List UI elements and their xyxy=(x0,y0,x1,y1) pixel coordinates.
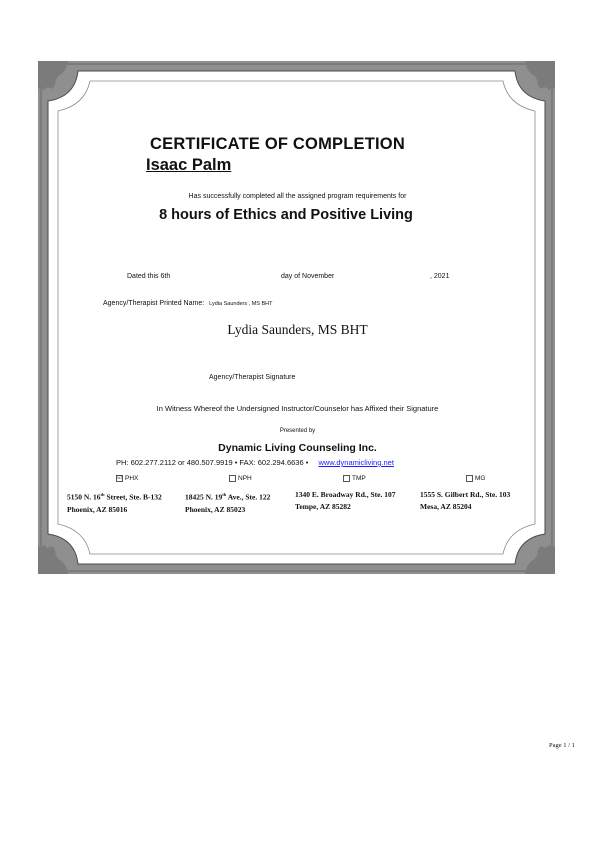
course-title: 8 hours of Ethics and Positive Living xyxy=(159,207,413,223)
therapist-printed-row xyxy=(103,300,273,307)
location-option-phx[interactable] xyxy=(116,475,138,482)
dated-row xyxy=(127,273,170,280)
address-phx xyxy=(67,489,162,516)
company-name: Dynamic Living Counseling Inc. xyxy=(218,442,377,454)
address-city: Phoenix, AZ 85016 xyxy=(67,504,128,514)
location-option-nph[interactable] xyxy=(229,475,252,482)
address-city: Mesa, AZ 85204 xyxy=(420,502,472,511)
recipient-name: Isaac Palm xyxy=(146,156,232,174)
completion-statement: Has successfully completed all the assigned program requirements for xyxy=(188,193,407,200)
address-street: 18425 N. 19 xyxy=(185,492,223,502)
location-code: TMP xyxy=(352,475,366,483)
address-street: 5150 N. 16 xyxy=(67,492,101,502)
checkbox-checked-icon[interactable]: ☑ xyxy=(117,475,122,481)
therapist-printed-label: Agency/Therapist Printed Name: xyxy=(103,300,205,307)
checkbox-icon[interactable] xyxy=(229,475,236,482)
location-option-tmp[interactable] xyxy=(343,475,366,482)
dated-month: day of November xyxy=(281,273,335,280)
signature-label: Agency/Therapist Signature xyxy=(209,374,296,381)
checkbox-icon[interactable] xyxy=(466,475,473,482)
website-link[interactable]: www.dynamicliving.net xyxy=(318,458,394,467)
location-code: MG xyxy=(475,475,486,483)
address-tmp xyxy=(295,489,396,513)
location-code: NPH xyxy=(238,475,252,483)
address-sup: th xyxy=(100,492,105,497)
address-city: Tempe, AZ 85282 xyxy=(295,502,351,511)
checkbox-icon[interactable] xyxy=(343,475,350,482)
certificate-title: CERTIFICATE OF COMPLETION xyxy=(150,135,405,153)
witness-statement: In Witness Whereof the Undersigned Instructor/Counselor has Affixed their Signature xyxy=(156,404,439,413)
address-street-rest: Street, Ste. B-132 xyxy=(104,492,162,502)
address-sup: th xyxy=(222,492,227,497)
location-code: PHX xyxy=(125,475,139,483)
address-street: 1555 S. Gilbert Rd., Ste. 103 xyxy=(420,490,511,499)
therapist-signature: Lydia Saunders, MS BHT xyxy=(227,322,368,337)
therapist-printed-name: Lydia Saunders , MS BHT xyxy=(209,301,273,307)
address-nph xyxy=(185,489,270,516)
contact-line xyxy=(116,458,394,467)
dated-day: 6th xyxy=(160,273,171,280)
dated-label: Dated this xyxy=(127,273,159,280)
address-city: Phoenix, AZ 85023 xyxy=(185,504,246,514)
page-number: Page 1 / 1 xyxy=(549,742,575,749)
presented-by: Presented by xyxy=(279,428,316,434)
contact-numbers: PH: 602.277.2112 or 480.507.9919 • FAX: 602.294.6636 • xyxy=(116,458,309,467)
address-street-rest: Ave., Ste. 122 xyxy=(226,492,271,502)
address-mg xyxy=(420,489,510,513)
dated-year: , 2021 xyxy=(430,273,450,280)
location-option-mg[interactable] xyxy=(466,475,485,482)
address-street: 1340 E. Broadway Rd., Ste. 107 xyxy=(295,490,396,499)
